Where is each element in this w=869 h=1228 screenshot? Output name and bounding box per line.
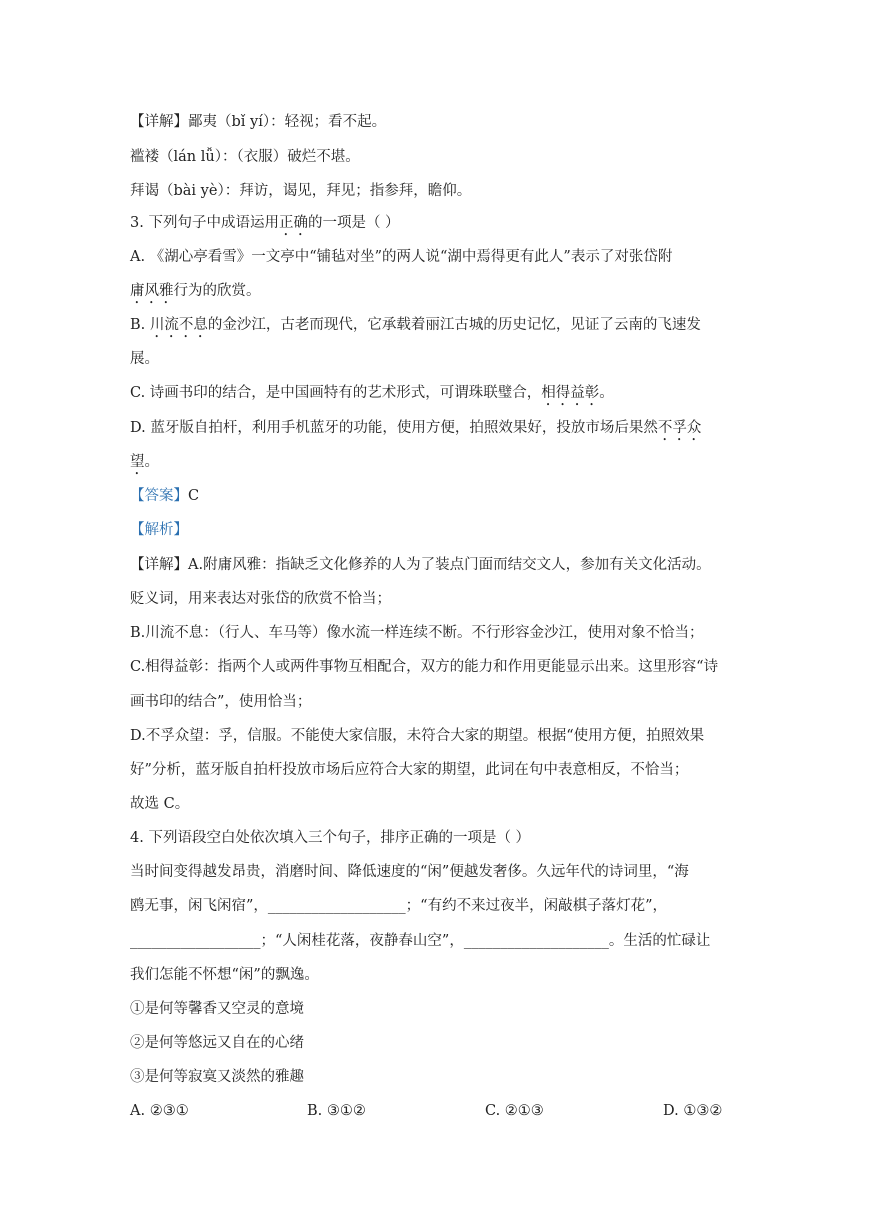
text-line: 我们怎能不怀想“闲”的飘逸。: [130, 967, 319, 983]
option-c: C. ②①③: [485, 1103, 544, 1119]
analysis-label: 【解析】: [130, 522, 188, 538]
option-d-line: D. 蓝牙版自拍杆，利用手机蓝牙的功能，使用方便，拍照效果好，投放市场后果然不孚众: [130, 420, 702, 436]
text-line: C.相得益彰：指两个人或两件事物互相配合，双方的能力和作用更能显示出来。这里形容“诗: [130, 659, 719, 675]
option-d-line: 望。: [130, 454, 159, 470]
text-line: 【详解】鄙夷（bǐ yí）：轻视；看不起。: [130, 114, 387, 130]
text-line: 好”分析，蓝牙版自拍杆投放市场后应符合大家的期望，此词在句中表意相反，不恰当；: [130, 762, 689, 778]
text-line: 故选 C。: [130, 796, 190, 812]
option-b: B. ③①②: [307, 1103, 366, 1119]
analysis-label-line: [130, 520, 740, 540]
text-line: 画书印的结合”，使用恰当；: [130, 694, 312, 710]
text-line: 拜谒（bài yè）：拜访，谒见，拜见；指参拜，瞻仰。: [130, 183, 472, 199]
list-item: ①是何等馨香又空灵的意境: [130, 1001, 304, 1017]
text-line: 贬义词，用来表达对张岱的欣赏不恰当；: [130, 591, 391, 607]
text-line: 当时间变得越发昂贵，消磨时间、降低速度的“闲”便越发奢侈。久远年代的诗词里，“海: [130, 864, 689, 880]
option-a: A. ②③①: [130, 1103, 189, 1119]
option-b-line: B. 川流不息的金沙江，古老而现代，它承载着丽江古城的历史记忆，见证了云南的飞速发: [130, 317, 701, 333]
text-line: D.不孚众望：孚，信服。不能使大家信服，未符合大家的期望。根据“使用方便，拍照效果: [130, 728, 705, 744]
text-line: B.川流不息：（行人、车马等）像水流一样连续不断。不行形容金沙江，使用对象不恰当；: [130, 625, 704, 641]
list-item: ③是何等寂寞又淡然的雅趣: [130, 1069, 304, 1085]
option-a-line: A. 《湖心亭看雪》一文亭中“铺毡对坐”的两人说“湖中焉得更有此人”表示了对张岱附: [130, 249, 673, 265]
text-line: 鸥无事，闲飞闲宿”，___________________；“有约不来过夜半，闲敲棋子落灯花”，: [130, 898, 667, 914]
question-4-stem: 4. 下列语段空白处依次填入三个句子，排序正确的一项是（ ）: [130, 830, 531, 846]
option-b-line: 展。: [130, 351, 159, 367]
emphasized-text: 相得益彰: [541, 385, 600, 401]
option-d: D. ①③②: [663, 1103, 723, 1119]
text-line: 【详解】A.附庸风雅：指缺乏文化修养的人为了装点门面而结交文人，参加有关文化活动。: [130, 557, 711, 573]
text-line: __________________；“人闲桂花落，夜静春山空”，____________________。生活的忙碌让: [130, 933, 711, 949]
answer-line: 【答案】C: [130, 488, 200, 504]
list-item: ②是何等悠远又自在的心绪: [130, 1035, 304, 1051]
emphasized-text: 正确: [278, 215, 308, 231]
emphasized-text: 庸风雅: [130, 283, 174, 299]
option-a-line: 庸风雅行为的欣赏。: [130, 283, 261, 299]
option-c-line: C. 诗画书印的结合，是中国画特有的艺术形式，可谓珠联璧合，相得益彰。: [130, 385, 614, 401]
emphasized-text: 不孚众: [657, 420, 702, 436]
question-3-stem: 3. 下列句子中成语运用正确的一项是（ ）: [130, 215, 400, 231]
text-line: 褴褛（lán lǚ）：（衣服）破烂不堪。: [130, 149, 360, 165]
emphasized-text: 望: [130, 454, 145, 470]
answer-label: 【答案】: [130, 488, 188, 504]
emphasized-text: 川流不息: [149, 317, 208, 333]
